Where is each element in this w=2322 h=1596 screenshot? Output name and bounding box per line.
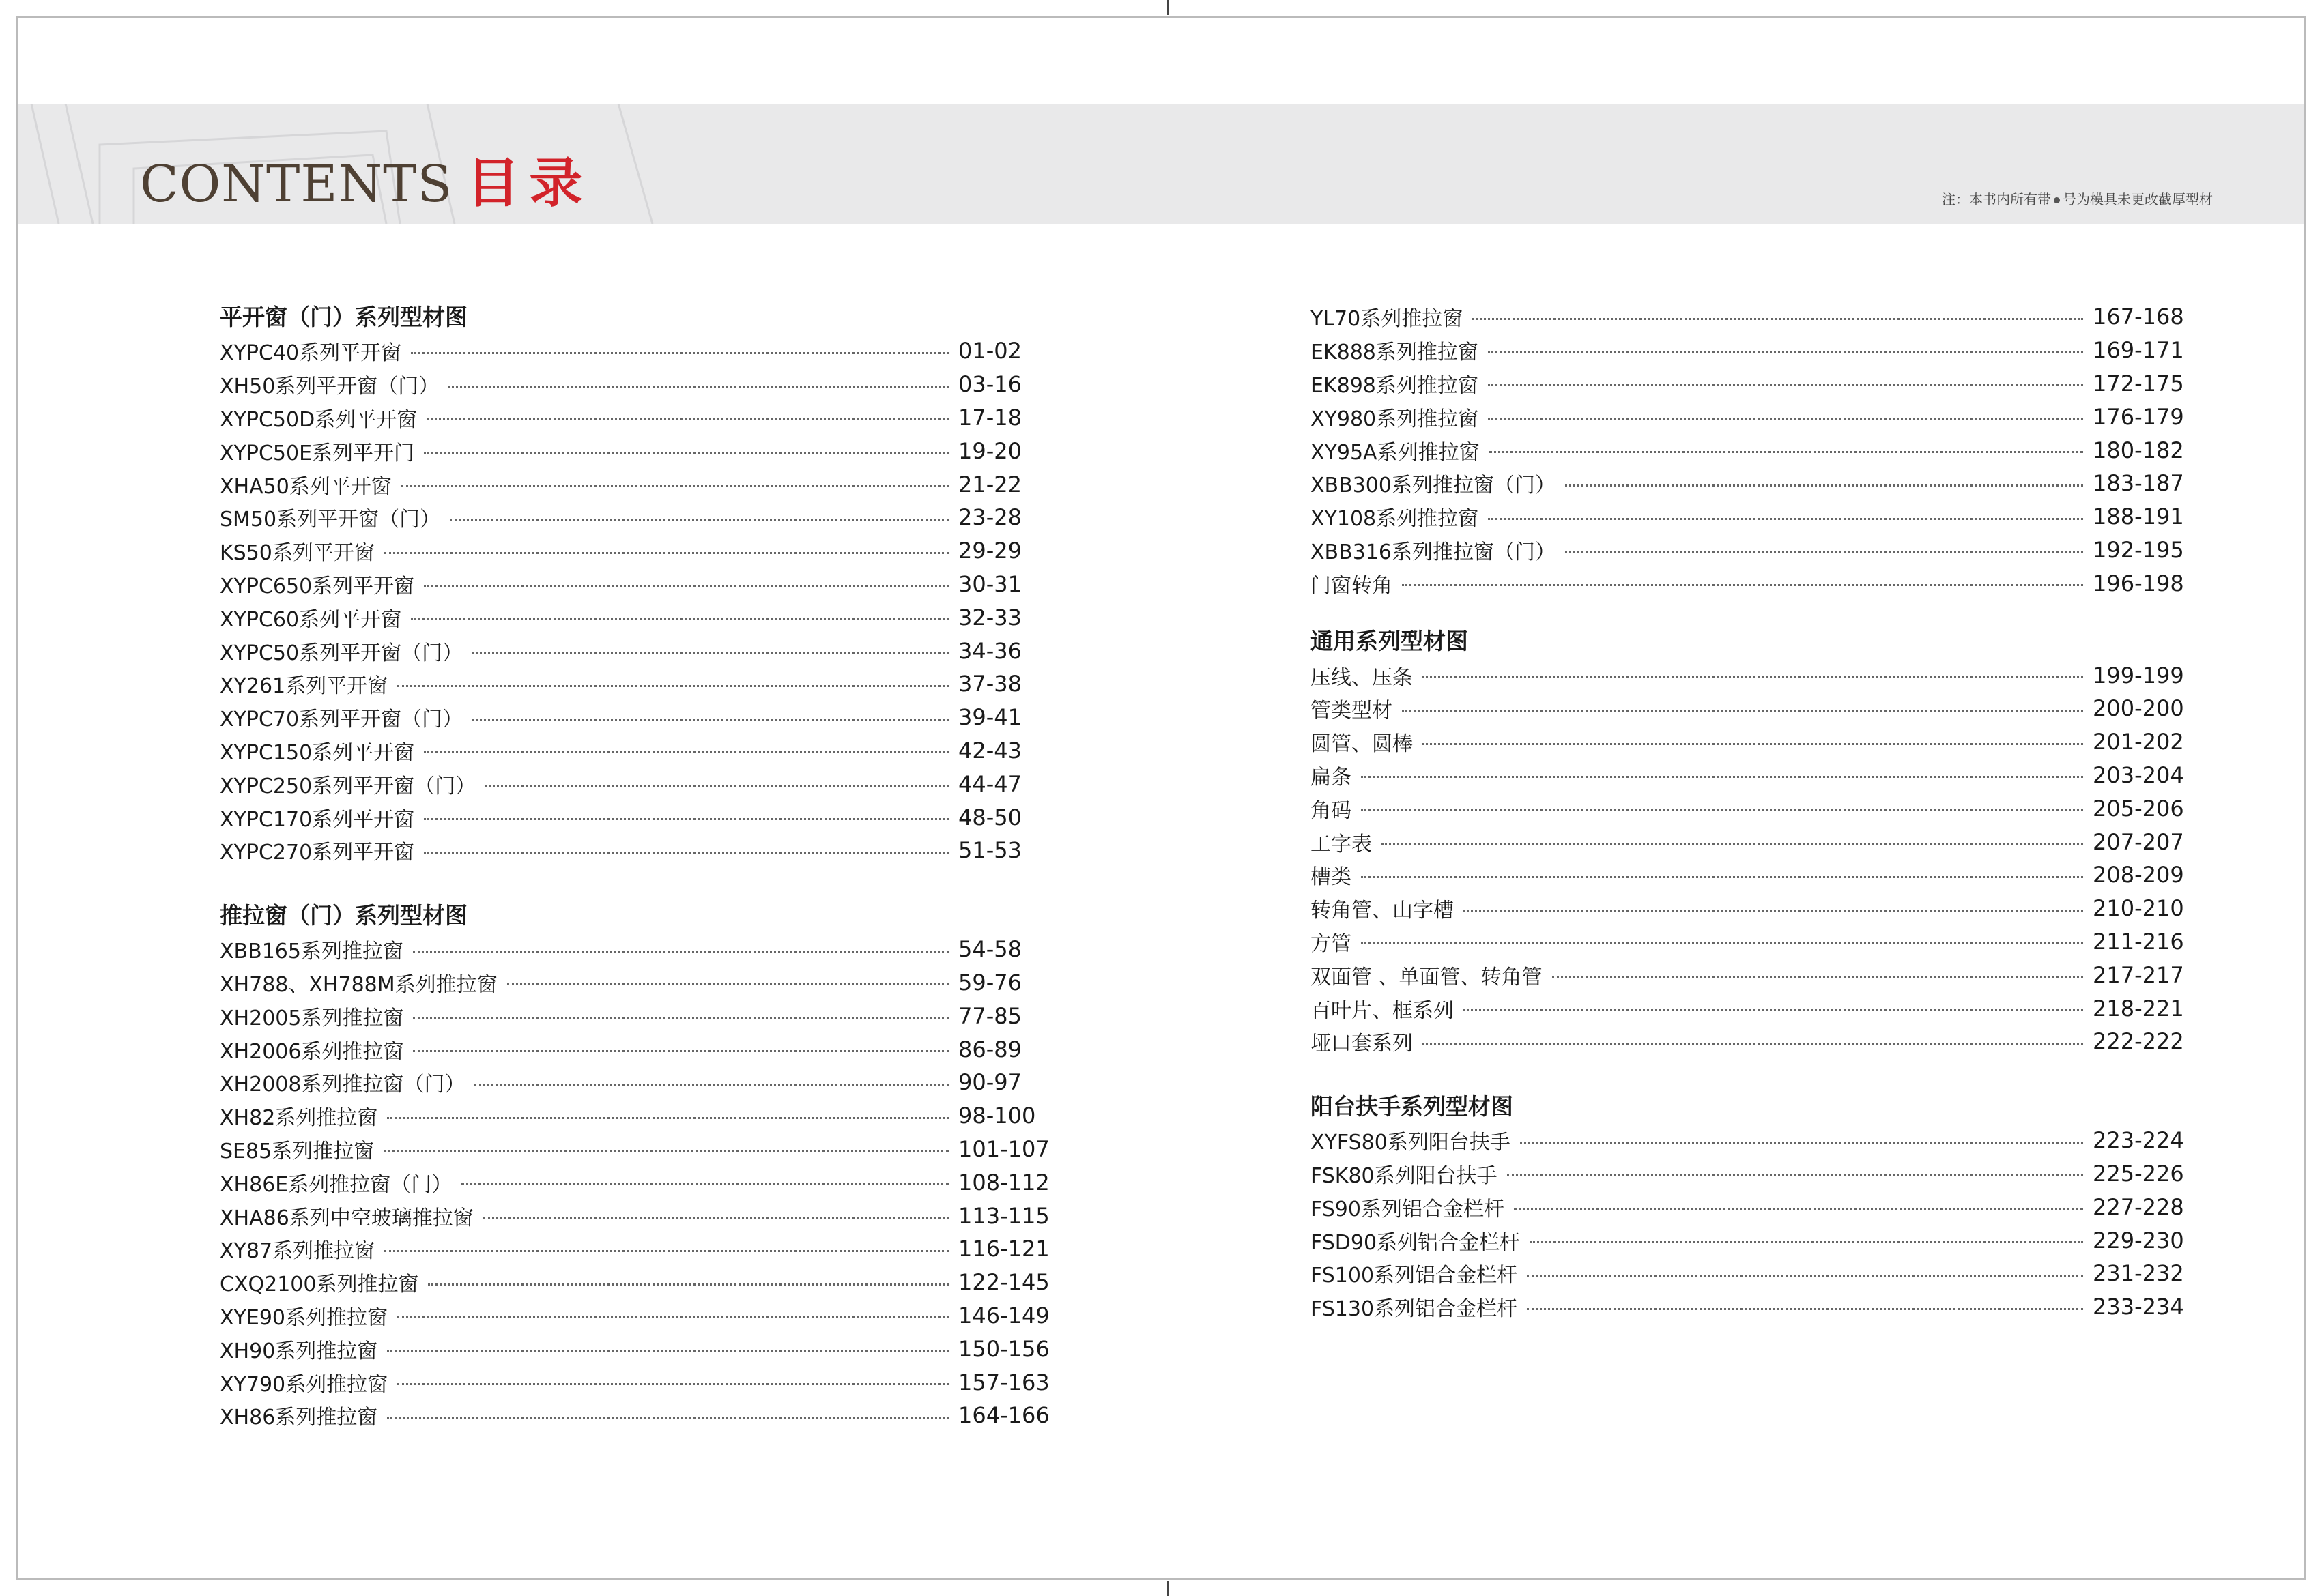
entry-title: XBB300系列推拉窗（门） [1310,474,1556,498]
dot-leader [1472,318,2083,320]
entry-page-range: 30-31 [958,570,1022,597]
toc-section [1310,624,2188,1058]
title-en: CONTENTS [140,155,453,214]
toc-entry [220,368,1054,401]
entry-title: XH2005系列推拉窗 [220,1006,404,1030]
entry-page-range: 44-47 [958,770,1022,797]
entry-page-range: 211-216 [2093,928,2184,955]
dot-leader [1514,1208,2083,1210]
entry-page-range: 146-149 [958,1302,1050,1329]
dot-leader [424,452,949,454]
dot-leader [1565,551,2083,553]
dot-leader [401,485,949,487]
entry-page-range: 157-163 [958,1369,1050,1395]
toc-entry [1310,334,2188,367]
entry-title: XY87系列推拉窗 [220,1239,375,1264]
entry-page-range: 21-22 [958,471,1022,497]
entry-page-range: 59-76 [958,969,1022,996]
dot-leader [424,852,949,854]
entry-title: 双面管 、单面管、转角管 [1310,965,1543,989]
title-cn: 目录 [466,153,592,214]
toc-entry [220,534,1054,568]
entry-page-range: 233-234 [2093,1294,2184,1320]
toc-entry [220,1299,1054,1333]
entry-page-range: 199-199 [2093,662,2184,688]
toc-entry [220,701,1054,734]
entry-page-range: 176-179 [2093,403,2184,430]
toc-entry [220,834,1054,867]
toc-entry [220,634,1054,667]
toc-entry [1310,792,2188,825]
entry-page-range: 183-187 [2093,470,2184,497]
entry-title: XY108系列推拉窗 [1310,507,1479,532]
dot-leader [1381,843,2083,845]
entry-title: FS100系列铝合金栏杆 [1310,1264,1518,1288]
entry-title: XYPC150系列平开窗 [220,740,415,765]
entry-page-range: 19-20 [958,437,1022,464]
entry-page-range: 180-182 [2093,437,2184,463]
entry-page-range: 223-224 [2093,1127,2184,1154]
dot-leader [448,386,949,388]
toc-entry [220,1032,1054,1066]
dot-leader [1488,518,2083,520]
dot-leader [507,983,949,985]
dot-leader [1402,710,2083,712]
toc-entry [1310,1257,2188,1290]
section-title: 通用系列型材图 [1310,628,1468,655]
entry-title: XBB165系列推拉窗 [220,940,403,964]
dot-leader [384,552,949,554]
entry-page-range: 108-112 [958,1169,1050,1195]
toc-entry [1310,566,2188,600]
entry-title: XYPC40系列平开窗 [220,341,402,366]
entry-title: CXQ2100系列推拉窗 [220,1273,419,1297]
entry-title: XH82系列推拉窗 [220,1106,378,1131]
dot-icon [2054,197,2060,203]
toc-entry [1310,759,2188,792]
note-text-before: 注：本书内所有带 [1942,191,2051,207]
entry-title: 角码 [1310,798,1351,823]
entry-page-range: 86-89 [958,1036,1022,1062]
section-title: 平开窗（门）系列型材图 [220,304,468,330]
entry-page-range: 210-210 [2093,895,2184,922]
toc-entry [220,800,1054,834]
entry-title: XH86系列推拉窗 [220,1406,378,1430]
entry-page-range: 29-29 [958,538,1022,564]
dot-leader [1488,384,2083,386]
dot-leader [397,685,949,687]
entry-title: KS50系列平开窗 [220,541,375,566]
entry-page-range: 222-222 [2093,1028,2184,1055]
entry-title: 工字表 [1310,832,1372,856]
entry-page-range: 192-195 [2093,536,2184,563]
dot-leader [387,1117,949,1119]
toc-entry [220,568,1054,601]
entry-page-range: 48-50 [958,804,1022,830]
entry-title: XHA50系列平开窗 [220,474,392,499]
toc-entry [220,401,1054,435]
crop-mark-bottom [1167,1581,1169,1596]
dot-leader [1422,676,2083,678]
toc-section [1310,1090,2188,1324]
dot-leader [424,751,949,753]
entry-page-range: 172-175 [2093,370,2184,396]
toc-entry [1310,1223,2188,1257]
toc-entry [1310,534,2188,567]
dot-leader [397,1383,949,1385]
dot-leader [450,519,949,521]
dot-leader [387,1350,949,1352]
entry-title: XBB316系列推拉窗（门） [1310,540,1556,564]
dot-leader [427,418,949,420]
toc-entry [1310,1190,2188,1223]
toc-section [220,899,1054,1432]
entry-page-range: 208-209 [2093,862,2184,888]
toc-entry [220,467,1054,501]
toc-entry [1310,300,2188,334]
dot-leader [1463,1009,2083,1011]
toc-entry [1310,658,2188,692]
entry-title: XYPC650系列平开窗 [220,574,415,598]
entry-page-range: 116-121 [958,1236,1050,1262]
dot-leader [1552,976,2083,978]
entry-page-range: 54-58 [958,936,1022,963]
toc-entry [1310,1025,2188,1058]
entry-title: FSK80系列阳台扶手 [1310,1163,1497,1188]
toc-entry [1310,1124,2188,1157]
entry-page-range: 23-28 [958,504,1022,531]
toc-entry [1310,892,2188,925]
toc-entry [220,767,1054,800]
toc-entry [220,999,1054,1032]
entry-page-range: 200-200 [2093,695,2184,722]
note-text-after: 号为模具未更改截厚型材 [2063,191,2213,207]
toc-entry [1310,958,2188,991]
toc-entry [1310,1290,2188,1324]
dot-leader [1530,1241,2083,1243]
dot-leader [1565,484,2083,487]
dot-leader [483,1217,949,1219]
entry-title: SE85系列推拉窗 [220,1139,375,1163]
entry-title: EK888系列推拉窗 [1310,340,1478,365]
toc-entry [220,966,1054,1000]
entry-page-range: 205-206 [2093,795,2184,822]
dot-leader [413,1017,949,1019]
entry-page-range: 150-156 [958,1335,1050,1362]
entry-page-range: 01-02 [958,338,1022,364]
entry-page-range: 77-85 [958,1002,1022,1029]
entry-title: 压线、压条 [1310,665,1413,690]
dot-leader [1488,351,2083,353]
dot-leader [428,1283,949,1286]
dot-leader [1361,942,2083,944]
toc-right-column [1310,300,2188,1324]
toc-entry [1310,725,2188,759]
toc-entry [220,734,1054,768]
page-title [140,141,592,214]
entry-page-range: 32-33 [958,604,1022,630]
toc-entry [220,1133,1054,1166]
dot-leader [1507,1174,2083,1176]
entry-title: FS90系列铝合金栏杆 [1310,1197,1504,1221]
toc-entry [220,1199,1054,1232]
entry-title: YL70系列推拉窗 [1310,307,1463,332]
dot-leader [485,785,949,787]
dot-leader [1402,584,2083,586]
section-title: 推拉窗（门）系列型材图 [220,901,468,929]
dot-leader [424,585,949,587]
toc-left-column [220,300,1054,1432]
entry-title: XYPC50D系列平开窗 [220,407,418,432]
entry-title: XYPC70系列平开窗（门） [220,708,463,732]
entry-title: FSD90系列铝合金栏杆 [1310,1230,1521,1255]
entry-title: XH2008系列推拉窗（门） [220,1073,465,1097]
entry-title: FS130系列铝合金栏杆 [1310,1297,1518,1322]
dot-leader [413,1050,949,1052]
dot-leader [1361,809,2083,811]
entry-page-range: 37-38 [958,671,1022,697]
dot-leader [1361,876,2083,878]
entry-page-range: 201-202 [2093,729,2184,755]
toc-entry [220,600,1054,634]
entry-title: XH50系列平开窗（门） [220,375,440,399]
entry-title: EK898系列推拉窗 [1310,373,1478,398]
toc-entry [1310,1157,2188,1191]
toc-entry [1310,692,2188,725]
entry-page-range: 90-97 [958,1069,1022,1096]
entry-title: XY95A系列推拉窗 [1310,440,1480,465]
entry-page-range: 231-232 [2093,1260,2184,1287]
entry-page-range: 227-228 [2093,1193,2184,1220]
toc-entry [220,1332,1054,1365]
entry-page-range: 98-100 [958,1103,1036,1129]
toc-entry [220,434,1054,467]
entry-title: 门窗转角 [1310,573,1392,598]
toc-entry [220,667,1054,701]
toc-entry [1310,991,2188,1025]
entry-title: XYPC50E系列平开门 [220,441,415,465]
dot-leader [397,1316,949,1318]
entry-title: 方管 [1310,931,1351,956]
entry-title: 转角管、山字槽 [1310,899,1454,923]
toc-entry [1310,467,2188,500]
entry-title: XY261系列平开窗 [220,674,388,699]
entry-title: 管类型材 [1310,699,1392,723]
entry-page-range: 167-168 [2093,304,2184,330]
entry-title: XYPC50系列平开窗（门） [220,641,463,665]
entry-title: XY790系列推拉窗 [220,1372,388,1397]
section-title: 阳台扶手系列型材图 [1310,1092,1513,1120]
toc-entry [220,1232,1054,1266]
toc-entry [220,501,1054,534]
entry-page-range: 39-41 [958,704,1022,731]
entry-page-range: 42-43 [958,737,1022,764]
entry-page-range: 164-166 [958,1402,1050,1429]
dot-leader [424,818,949,820]
entry-page-range: 218-221 [2093,995,2184,1021]
dot-leader [411,352,949,354]
dot-leader [472,719,949,721]
toc-section-continued [1310,300,2188,600]
entry-title: XH86E系列推拉窗（门） [220,1172,453,1197]
entry-page-range: 188-191 [2093,504,2184,530]
entry-title: 扁条 [1310,765,1351,789]
entry-title: SM50系列平开窗（门） [220,508,441,532]
entry-page-range: 196-198 [2093,570,2184,596]
dot-leader [472,652,949,654]
toc-entry [220,1066,1054,1099]
dot-leader [413,951,949,953]
entry-title: XH90系列推拉窗 [220,1339,378,1363]
toc-entry [220,334,1054,368]
dot-leader [1520,1142,2083,1144]
entry-page-range: 51-53 [958,837,1022,864]
entry-title: XYPC270系列平开窗 [220,841,415,865]
entry-page-range: 122-145 [958,1269,1050,1296]
toc-section [220,300,1054,867]
entry-page-range: 34-36 [958,637,1022,664]
entry-title: 槽类 [1310,865,1351,890]
entry-title: 垭口套系列 [1310,1032,1413,1056]
entry-page-range: 113-115 [958,1202,1050,1229]
entry-page-range: 169-171 [2093,337,2184,364]
dot-leader [384,1250,949,1252]
dot-leader [1527,1275,2083,1277]
entry-page-range: 217-217 [2093,961,2184,988]
dot-leader [461,1183,949,1185]
toc-entry [1310,500,2188,534]
toc-entry [220,933,1054,966]
toc-entry [1310,400,2188,433]
toc-entry [220,1266,1054,1299]
toc-entry [220,1165,1054,1199]
dot-leader [384,1150,949,1152]
toc-entry [1310,858,2188,892]
entry-page-range: 101-107 [958,1135,1050,1162]
entry-title: XYE90系列推拉窗 [220,1305,388,1330]
toc-entry [1310,925,2188,959]
dot-leader [1422,743,2083,745]
entry-page-range: 229-230 [2093,1227,2184,1253]
entry-title: XYPC170系列平开窗 [220,807,415,832]
toc-entry [220,1099,1054,1133]
entry-title: XYFS80系列阳台扶手 [1310,1131,1510,1155]
dot-leader [1489,451,2083,453]
entry-page-range: 203-204 [2093,761,2184,788]
toc-entry [220,1399,1054,1432]
entry-page-range: 207-207 [2093,828,2184,855]
entry-title: XYPC60系列平开窗 [220,607,402,632]
dot-leader [474,1084,949,1086]
dot-leader [1422,1043,2083,1045]
dot-leader [1527,1308,2083,1310]
entry-title: XH788、XH788M系列推拉窗 [220,972,498,997]
entry-page-range: 03-16 [958,371,1022,398]
dot-leader [1463,910,2083,912]
entry-page-range: 225-226 [2093,1160,2184,1187]
dot-leader [1361,776,2083,778]
toc-entry [1310,367,2188,401]
crop-mark-top [1167,0,1169,15]
dot-leader [387,1417,949,1419]
toc-entry [1310,433,2188,467]
entry-title: 圆管、圆棒 [1310,732,1413,757]
entry-title: XHA86系列中空玻璃推拉窗 [220,1206,474,1230]
entry-title: 百叶片、框系列 [1310,998,1454,1023]
dot-leader [1488,418,2083,420]
dot-leader [411,618,949,620]
header-note [1942,188,2213,208]
entry-title: XH2006系列推拉窗 [220,1039,404,1064]
entry-title: XYPC250系列平开窗（门） [220,774,476,798]
toc-entry [220,1365,1054,1399]
entry-title: XY980系列推拉窗 [1310,407,1479,431]
entry-page-range: 17-18 [958,404,1022,431]
toc-entry [1310,825,2188,858]
